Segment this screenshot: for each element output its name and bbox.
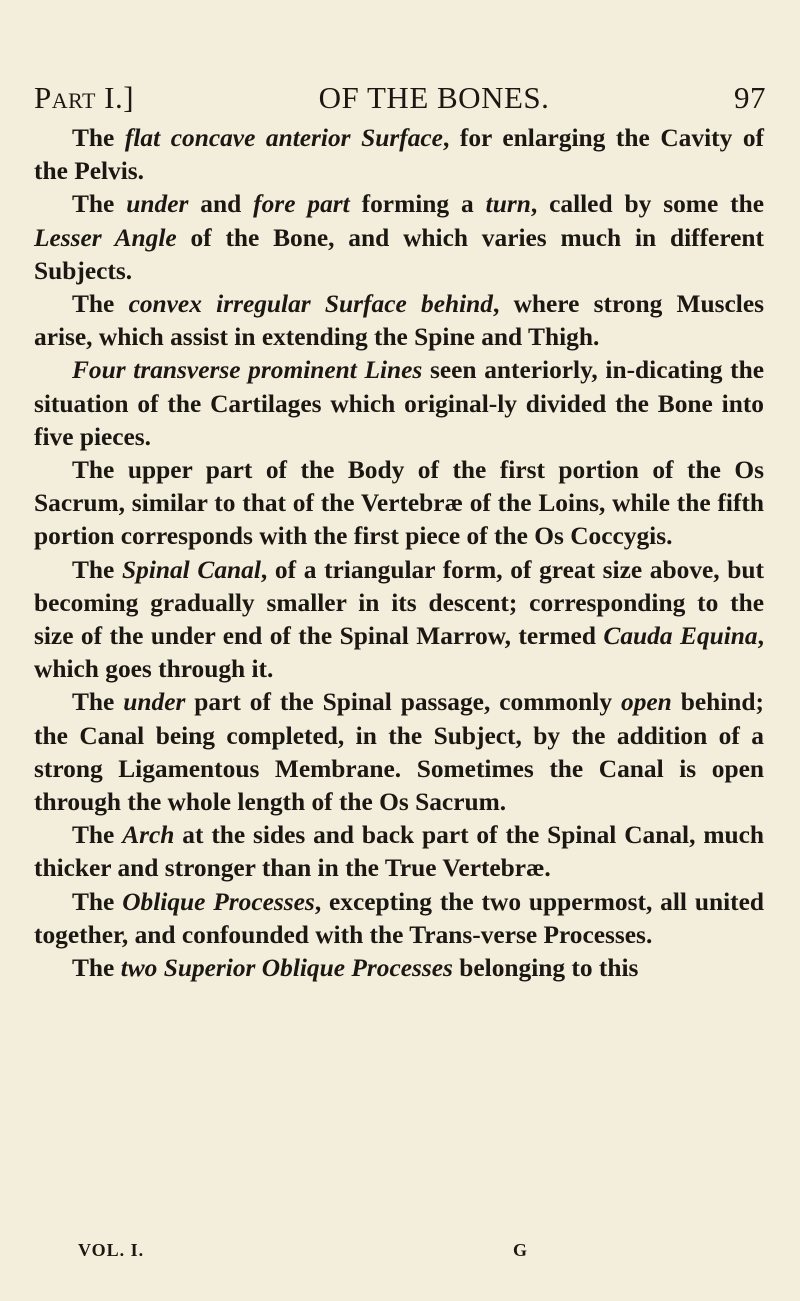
volume-label: VOL. I. — [78, 1240, 145, 1260]
text-run: part of the Spinal passage, commonly — [185, 688, 621, 717]
page-footer — [78, 1240, 528, 1261]
text-run: , where strong Muscles arise, which assist in extending the Spine and Thigh. — [34, 290, 764, 352]
paragraph — [34, 952, 764, 985]
running-header — [34, 80, 766, 116]
text-run: forming a — [349, 190, 486, 219]
paragraph — [34, 288, 764, 354]
text-run: of the Bone, and which varies much in different Subjects. — [34, 223, 764, 285]
text-run: seen anteriorly, in-dicating the situation of the Cartilages which original-ly divided the Bone into five pieces. — [34, 356, 765, 451]
signature-mark: G — [512, 1240, 528, 1260]
italic-term: under — [126, 190, 189, 219]
body-text — [34, 122, 764, 985]
text-run: The — [72, 954, 121, 983]
italic-term: Oblique Processes — [122, 887, 315, 916]
header-part: Part I.] — [34, 80, 135, 115]
paragraph — [34, 819, 764, 885]
paragraph — [34, 354, 764, 454]
italic-term: Arch — [122, 821, 175, 850]
paragraph — [34, 122, 764, 188]
paragraph — [34, 188, 764, 288]
paragraph — [34, 454, 764, 554]
italic-term: turn — [485, 190, 531, 219]
italic-term: Four transverse prominent Lines — [72, 356, 423, 385]
text-run: , which goes through it. — [34, 622, 764, 684]
text-run: at the sides and back part of the Spinal Canal, much thicker and stronger than in the True Vertebræ. — [34, 821, 764, 883]
header-title: OF THE BONES. — [318, 80, 550, 115]
text-run: , excepting the two uppermost, all united together, and confounded with the Trans-verse Processes. — [34, 887, 764, 949]
text-run: The — [72, 124, 125, 152]
page-number: 97 — [733, 80, 766, 115]
text-run: The — [72, 821, 123, 850]
italic-term: Spinal Canal — [122, 555, 261, 584]
italic-term: open — [621, 688, 672, 717]
text-run: , of a triangular form, of great size above, but becoming gradually smaller in its descent; corresponding to the size of the under end of the Spinal Marrow, termed — [34, 555, 764, 651]
italic-term: flat — [124, 124, 161, 152]
italic-term: fore part — [253, 190, 350, 219]
text-run: and — [188, 190, 254, 219]
text-run: The — [72, 190, 127, 219]
italic-term: concave anterior Surface — [170, 124, 443, 152]
text-run: The — [72, 290, 129, 319]
text-run: , called by some the — [530, 190, 764, 219]
text-run: The — [72, 555, 122, 584]
paragraph — [34, 886, 764, 952]
italic-term: convex irregular Surface behind — [128, 290, 493, 319]
text-run: The — [72, 887, 123, 916]
italic-term: under — [123, 688, 186, 717]
paragraph — [34, 686, 764, 819]
text-run: belonging to this — [452, 954, 639, 983]
text-run: The — [72, 688, 124, 717]
italic-term: Cauda Equina — [603, 622, 758, 651]
paragraph — [34, 554, 764, 687]
text-run — [160, 124, 171, 152]
italic-term: two Superior Oblique Processes — [120, 954, 453, 983]
text-run: The upper part of the Body of the first portion of the Os Sacrum, similar to that of the Vertebræ of the Loins, while the fifth portion corresponds with the first piece of the Os Coccygis. — [34, 456, 764, 551]
text-run: behind; the Canal being completed, in the Subject, by the addition of a strong Ligamentous Membrane. Sometimes the Canal is open through the whole length of the Os Sacrum. — [34, 688, 764, 817]
text-run: , for enlarging the Cavity of the Pelvis. — [34, 124, 764, 186]
italic-term: Lesser Angle — [34, 223, 177, 252]
